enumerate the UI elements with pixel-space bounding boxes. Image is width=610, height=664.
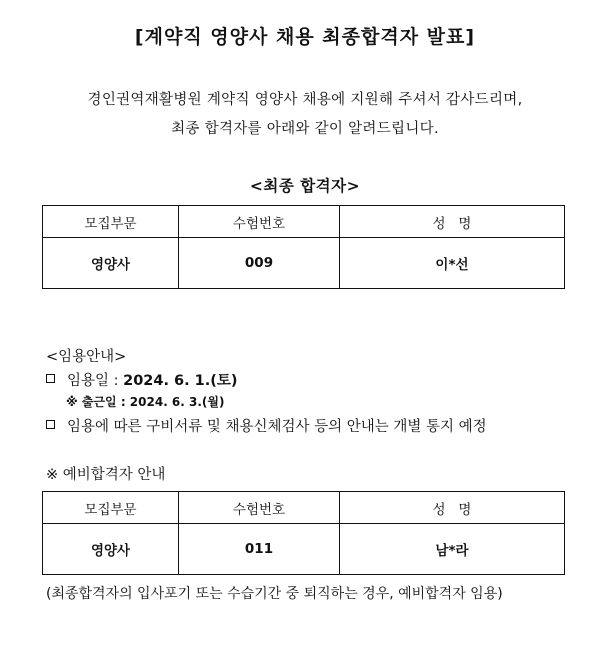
cell-name: 이*선 — [340, 238, 565, 289]
header-department: 모집부문 — [43, 492, 179, 524]
appointment-notice: 임용에 따른 구비서류 및 채용신체검사 등의 안내는 개별 통지 예정 — [67, 419, 487, 435]
start-date-value: 2024. 6. 3.(월) — [129, 395, 225, 409]
appointment-heading: <임용안내> — [46, 349, 127, 365]
table-header-row — [43, 492, 565, 524]
header-exam-number: 수험번호 — [179, 206, 340, 238]
appointment-notice-line — [46, 415, 487, 436]
reserve-results-table — [42, 491, 565, 575]
final-section-title: <최종 합격자> — [249, 177, 361, 195]
start-date-label: 출근일 : — [81, 395, 130, 409]
table-row — [43, 238, 565, 289]
final-results-table — [42, 205, 565, 289]
intro-line-2: 최종 합격자를 아래와 같이 알려드립니다. — [171, 121, 439, 137]
reference-mark-icon: ※ — [66, 395, 78, 409]
reserve-heading: ※ 예비합격자 안내 — [46, 467, 166, 483]
square-bullet-icon — [46, 374, 55, 383]
cell-exam-number: 011 — [179, 524, 340, 575]
page-title: [계약직 영양사 채용 최종합격자 발표] — [134, 26, 476, 48]
appointment-date-line — [46, 369, 238, 390]
square-bullet-icon — [46, 420, 55, 429]
footnote: (최종합격자의 입사포기 또는 수습기간 중 퇴직하는 경우, 예비합격자 임용) — [46, 586, 503, 602]
appointment-date-value: 2024. 6. 1.(토) — [123, 373, 238, 389]
cell-department: 영양사 — [43, 524, 179, 575]
cell-department: 영양사 — [43, 238, 179, 289]
cell-exam-number: 009 — [179, 238, 340, 289]
header-name: 성 명 — [340, 206, 565, 238]
header-name: 성 명 — [340, 492, 565, 524]
intro-line-1: 경인권역재활병원 계약직 영양사 채용에 지원해 주셔서 감사드리며, — [87, 92, 523, 108]
header-department: 모집부문 — [43, 206, 179, 238]
header-exam-number: 수험번호 — [179, 492, 340, 524]
table-row — [43, 524, 565, 575]
start-date-line — [66, 393, 225, 410]
table-header-row — [43, 206, 565, 238]
cell-name: 남*라 — [340, 524, 565, 575]
appointment-date-label: 임용일 : — [67, 373, 124, 389]
